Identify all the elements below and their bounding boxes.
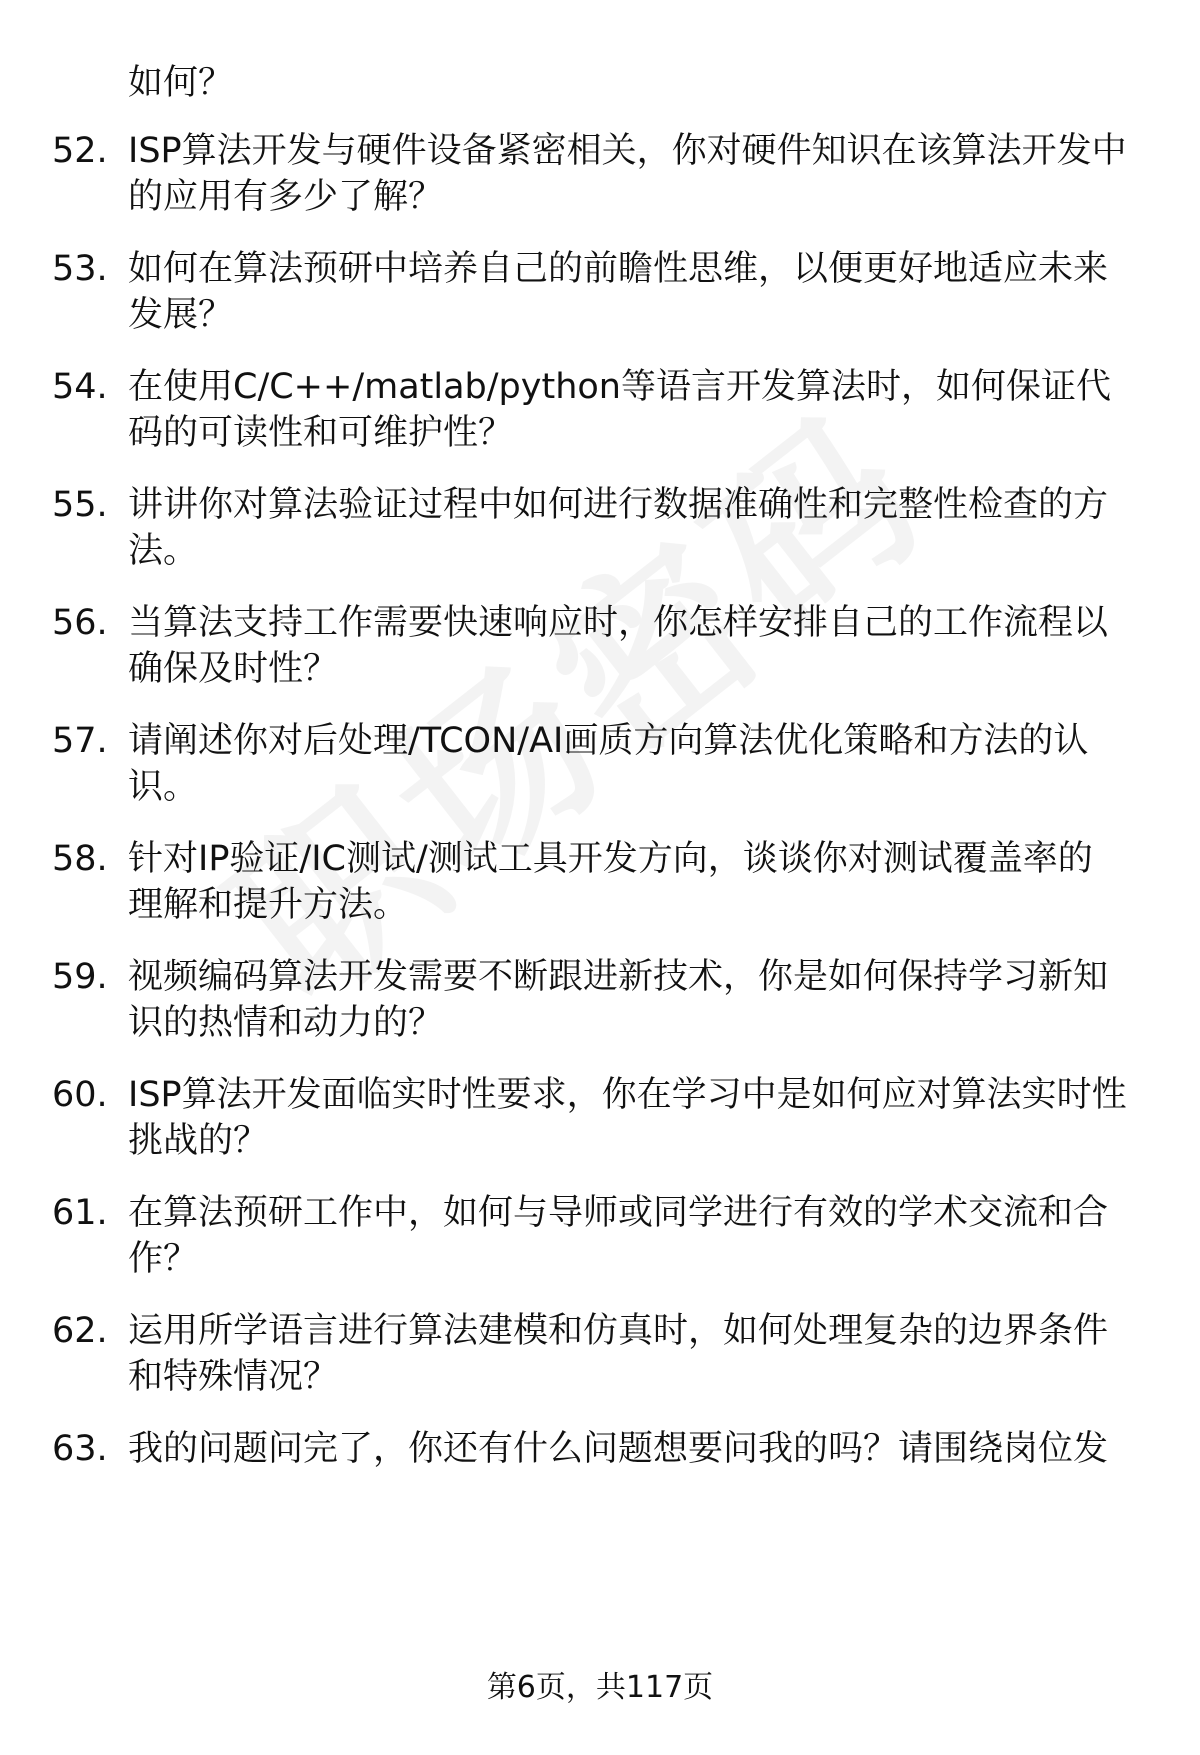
question-text <box>128 718 1158 810</box>
question-line: 针对IP验证/IC测试/测试工具开发方向，谈谈你对测试覆盖率的 <box>128 839 1093 879</box>
question-number: 53. <box>52 249 108 289</box>
question-number: 57. <box>52 721 108 761</box>
question-line: 当算法支持工作需要快速响应时，你怎样安排自己的工作流程以 <box>128 603 1109 643</box>
question-line: 挑战的？ <box>128 1121 269 1161</box>
question-text <box>128 1426 1158 1472</box>
question-number: 55. <box>52 485 108 525</box>
question-line: 识。 <box>128 767 199 807</box>
question-number: 52. <box>52 131 108 171</box>
question-line: 在算法预研工作中，如何与导师或同学进行有效的学术交流和合 <box>128 1193 1109 1233</box>
question-line: 和特殊情况？ <box>128 1357 339 1397</box>
continued-question-text: 如何？ <box>128 63 234 103</box>
question-text <box>128 1072 1158 1164</box>
question-line: 发展？ <box>128 295 234 335</box>
question-number: 58. <box>52 839 108 879</box>
question-number: 60. <box>52 1075 108 1115</box>
question-line: 请阐述你对后处理/TCON/AI画质方向算法优化策略和方法的认 <box>128 721 1089 761</box>
question-text <box>128 482 1158 574</box>
question-line: 我的问题问完了，你还有什么问题想要问我的吗？请围绕岗位发 <box>128 1429 1109 1469</box>
question-line: 讲讲你对算法验证过程中如何进行数据准确性和完整性检查的方 <box>128 485 1109 525</box>
question-number: 63. <box>52 1429 108 1469</box>
question-number: 54. <box>52 367 108 407</box>
question-line: ISP算法开发面临实时性要求，你在学习中是如何应对算法实时性 <box>128 1075 1127 1115</box>
question-text <box>128 1308 1158 1400</box>
question-text <box>128 600 1158 692</box>
question-line: 理解和提升方法。 <box>128 885 409 925</box>
question-line: 视频编码算法开发需要不断跟进新技术，你是如何保持学习新知 <box>128 957 1109 997</box>
question-line: 法。 <box>128 531 199 571</box>
question-line: ISP算法开发与硬件设备紧密相关，你对硬件知识在该算法开发中 <box>128 131 1127 171</box>
question-line: 的应用有多少了解？ <box>128 177 444 217</box>
question-text <box>128 128 1158 220</box>
question-number: 62. <box>52 1311 108 1351</box>
question-text <box>128 246 1158 338</box>
question-line: 码的可读性和可维护性？ <box>128 413 514 453</box>
question-number: 56. <box>52 603 108 643</box>
question-text <box>128 364 1158 456</box>
question-text <box>128 954 1158 1046</box>
question-number: 59. <box>52 957 108 997</box>
question-text <box>128 836 1158 928</box>
question-line: 识的热情和动力的？ <box>128 1003 444 1043</box>
question-line: 运用所学语言进行算法建模和仿真时，如何处理复杂的边界条件 <box>128 1311 1109 1351</box>
question-line: 作？ <box>128 1239 199 1279</box>
page-number-footer: 第6页，共117页 <box>486 1670 714 1705</box>
question-number: 61. <box>52 1193 108 1233</box>
question-text <box>128 1190 1158 1282</box>
question-line: 如何在算法预研中培养自己的前瞻性思维，以便更好地适应未来 <box>128 249 1109 289</box>
question-line: 确保及时性？ <box>128 649 339 689</box>
question-line: 在使用C/C++/matlab/python等语言开发算法时，如何保证代 <box>128 367 1111 407</box>
